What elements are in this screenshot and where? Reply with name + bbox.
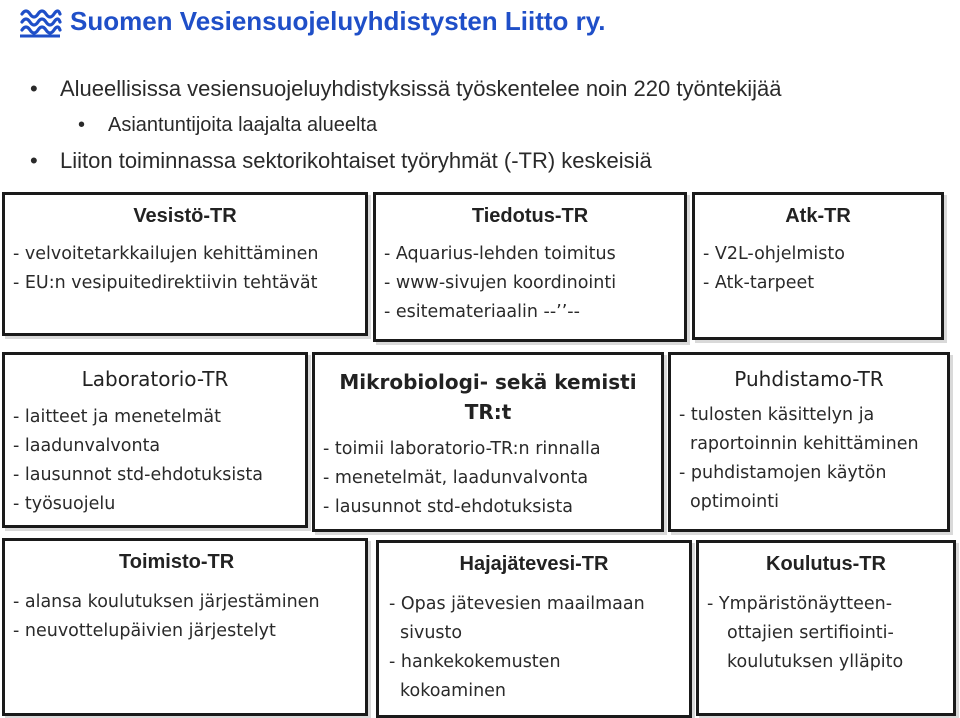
bullet-text: Liiton toiminnassa sektorikohtaiset työryhmät (-TR) keskeisiä xyxy=(60,148,652,173)
group-line: koulutuksen ylläpito xyxy=(727,652,904,672)
group-title: Vesistö-TR xyxy=(133,205,237,227)
group-line: sivusto xyxy=(400,623,463,643)
group-line: - Atk-tarpeet xyxy=(703,273,815,293)
group-title: Puhdistamo-TR xyxy=(734,367,884,391)
group-line: - laadunvalvonta xyxy=(13,436,161,456)
working-group-laboratorio xyxy=(2,352,308,528)
working-group-hajajatevesi xyxy=(376,540,692,718)
working-group-atk xyxy=(692,192,944,340)
working-group-vesisto xyxy=(2,192,368,336)
group-title-line: Mikrobiologi- sekä kemisti xyxy=(339,370,637,394)
group-title: Tiedotus-TR xyxy=(471,205,589,227)
group-line: optimointi xyxy=(690,492,779,512)
group-line: - hankekokemusten xyxy=(389,652,561,672)
bullet-item xyxy=(30,148,652,174)
group-title-line: TR:t xyxy=(464,400,512,424)
group-line: raportoinnin kehittäminen xyxy=(690,434,919,454)
group-line: - Opas jätevesien maailmaan xyxy=(389,594,645,614)
bullet-text: Asiantuntijoita laajalta alueelta xyxy=(108,114,378,136)
page-title: Suomen Vesiensuojeluyhdistysten Liitto ry. xyxy=(70,6,606,36)
working-group-tiedotus xyxy=(373,192,687,342)
group-line: - EU:n vesipuitedirektiivin tehtävät xyxy=(13,273,318,293)
group-line: - Aquarius-lehden toimitus xyxy=(384,244,616,264)
group-line: - www-sivujen koordinointi xyxy=(384,273,617,293)
working-group-mikrobiologi xyxy=(312,352,664,532)
working-group-puhdistamo xyxy=(668,352,950,532)
group-title: Atk-TR xyxy=(785,205,851,227)
group-line: - tulosten käsittelyn ja xyxy=(679,405,875,425)
bullet-dot-icon: • xyxy=(30,148,38,173)
group-line: - lausunnot std-ehdotuksista xyxy=(323,497,573,517)
group-title: Koulutus-TR xyxy=(766,553,886,575)
bullet-item xyxy=(78,114,378,137)
group-line: - työsuojelu xyxy=(13,494,116,514)
group-line: - V2L-ohjelmisto xyxy=(703,244,845,264)
group-title xyxy=(315,367,661,427)
group-title: Laboratorio-TR xyxy=(81,367,229,391)
group-line: - neuvottelupäivien järjestelyt xyxy=(13,621,276,641)
water-waves-logo-icon xyxy=(18,6,62,40)
group-line: - toimii laboratorio-TR:n rinnalla xyxy=(323,439,601,459)
group-line: ottajien sertifiointi- xyxy=(727,623,894,643)
group-line: - velvoitetarkkailujen kehittäminen xyxy=(13,244,319,264)
group-line: - esitemateriaalin --’’-- xyxy=(384,302,580,322)
working-group-koulutus xyxy=(696,540,956,716)
group-line: - menetelmät, laadunvalvonta xyxy=(323,468,589,488)
bullet-item xyxy=(30,76,782,102)
group-title: Hajajätevesi-TR xyxy=(459,553,609,575)
bullet-text: Alueellisissa vesiensuojeluyhdistyksissä työskentelee noin 220 työntekijää xyxy=(60,76,782,101)
group-line: - laitteet ja menetelmät xyxy=(13,407,221,427)
working-group-toimisto xyxy=(2,538,368,716)
group-title: Toimisto-TR xyxy=(119,551,235,573)
group-line: - lausunnot std-ehdotuksista xyxy=(13,465,263,485)
group-line: - puhdistamojen käytön xyxy=(679,463,887,483)
bullet-dot-icon: • xyxy=(30,76,38,101)
bullet-dot-icon: • xyxy=(78,114,86,136)
group-line: kokoaminen xyxy=(400,681,507,701)
group-line: - alansa koulutuksen järjestäminen xyxy=(13,592,320,612)
group-line: - Ympäristönäytteen- xyxy=(707,594,893,614)
